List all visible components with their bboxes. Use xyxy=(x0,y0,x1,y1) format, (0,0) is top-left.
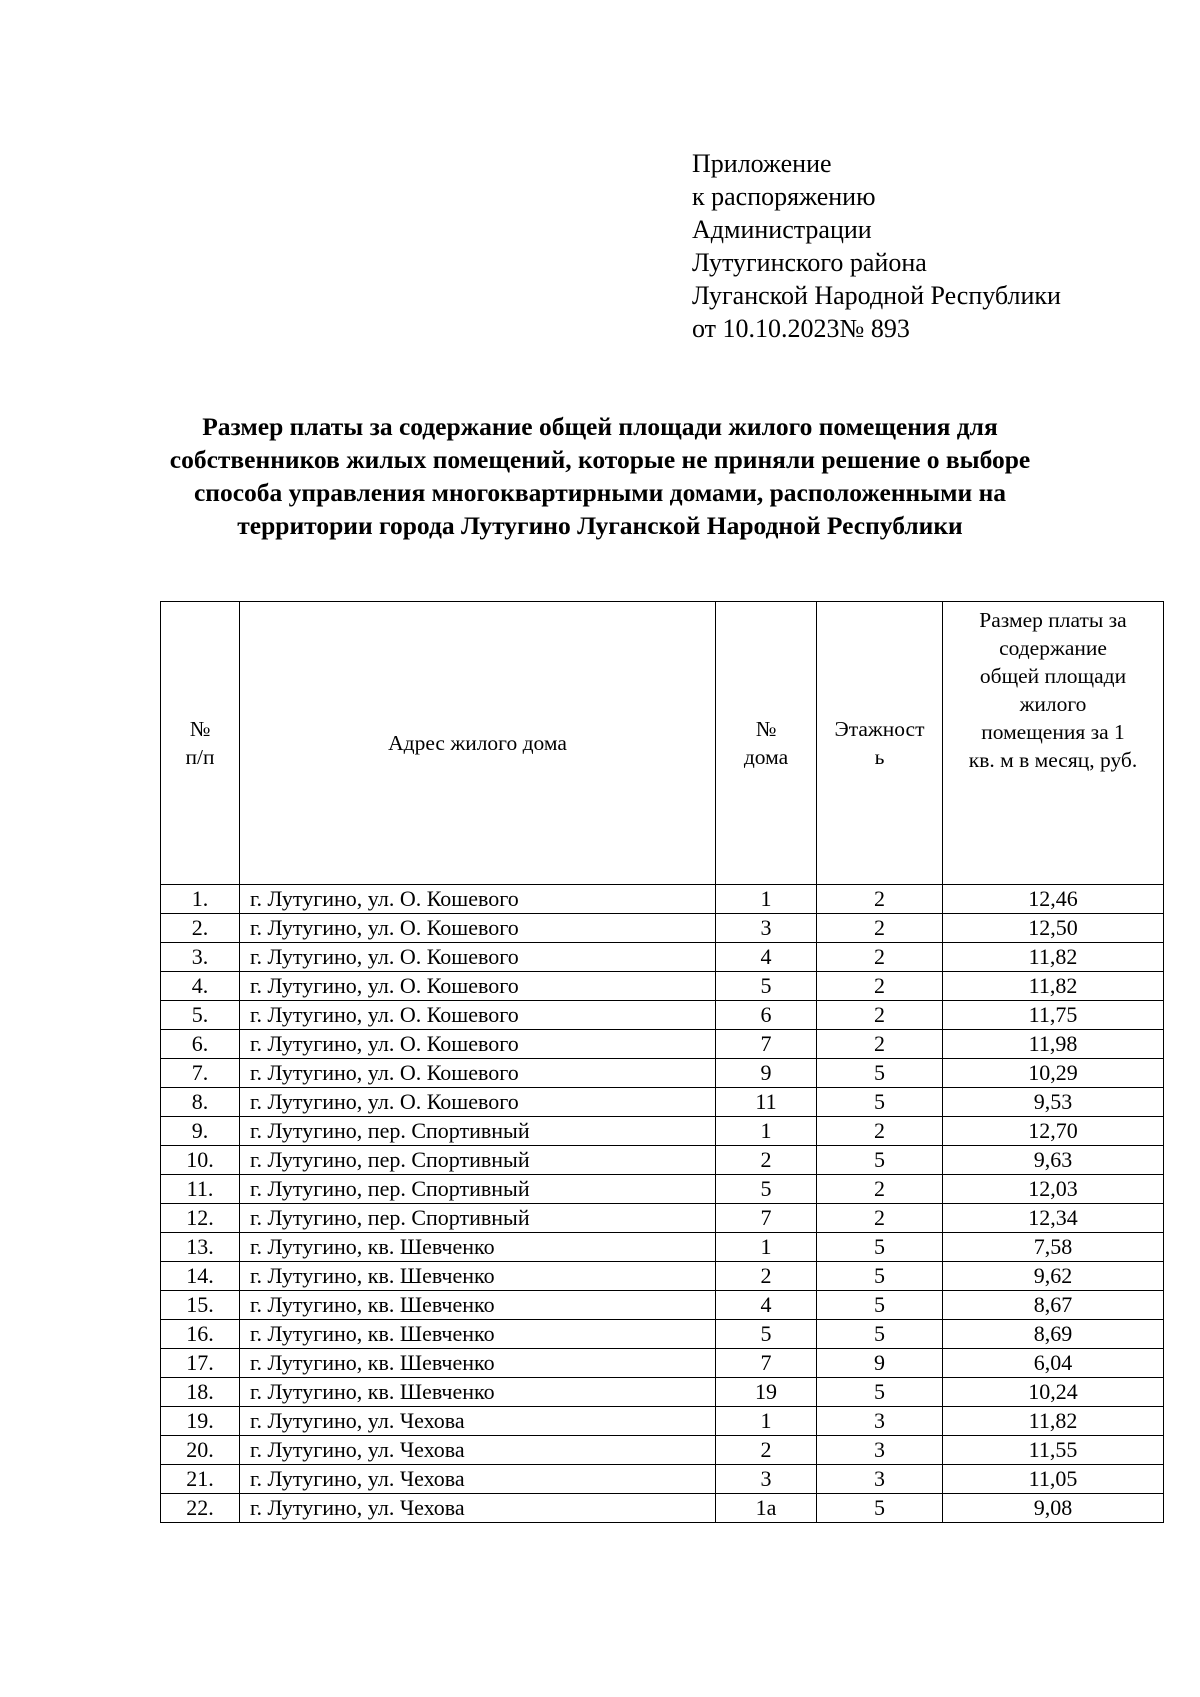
cell-floors: 5 xyxy=(817,1088,943,1117)
cell-address: г. Лутугино, ул. О. Кошевого xyxy=(240,1030,716,1059)
cell-number: 15. xyxy=(161,1291,240,1320)
table-row xyxy=(161,914,1164,943)
cell-floors: 5 xyxy=(817,1320,943,1349)
cell-address: г. Лутугино, ул. Чехова xyxy=(240,1494,716,1523)
header-rate-line: Размер платы за xyxy=(979,608,1127,632)
cell-address: г. Лутугино, ул. О. Кошевого xyxy=(240,1001,716,1030)
title-line: собственников жилых помещений, которые не приняли решение о выборе xyxy=(169,445,1031,474)
header-rate-line: помещения за 1 xyxy=(981,720,1125,744)
table-row xyxy=(161,943,1164,972)
cell-floors: 5 xyxy=(817,1262,943,1291)
header-rate-line: кв. м в месяц, руб. xyxy=(968,748,1138,772)
cell-floors: 5 xyxy=(817,1059,943,1088)
cell-floors: 2 xyxy=(817,1175,943,1204)
cell-house-number: 6 xyxy=(716,1001,817,1030)
cell-number: 5. xyxy=(161,1001,240,1030)
cell-address: г. Лутугино, ул. Чехова xyxy=(240,1436,716,1465)
cell-rate: 11,55 xyxy=(943,1436,1164,1465)
cell-address: г. Лутугино, кв. Шевченко xyxy=(240,1320,716,1349)
cell-address: г. Лутугино, пер. Спортивный xyxy=(240,1204,716,1233)
header-house-line: № xyxy=(755,717,777,741)
cell-rate: 12,70 xyxy=(943,1117,1164,1146)
table-row xyxy=(161,1494,1164,1523)
cell-house-number: 1 xyxy=(716,1407,817,1436)
cell-address: г. Лутугино, кв. Шевченко xyxy=(240,1233,716,1262)
table-row xyxy=(161,1291,1164,1320)
cell-house-number: 7 xyxy=(716,1204,817,1233)
cell-house-number: 5 xyxy=(716,1175,817,1204)
cell-rate: 12,50 xyxy=(943,914,1164,943)
cell-floors: 2 xyxy=(817,943,943,972)
cell-number: 20. xyxy=(161,1436,240,1465)
cell-house-number: 11 xyxy=(716,1088,817,1117)
table-row xyxy=(161,1465,1164,1494)
cell-address: г. Лутугино, ул. О. Кошевого xyxy=(240,914,716,943)
cell-address: г. Лутугино, кв. Шевченко xyxy=(240,1378,716,1407)
header-num-line: п/п xyxy=(185,745,215,769)
cell-rate: 8,69 xyxy=(943,1320,1164,1349)
appendix-line: Приложение xyxy=(692,149,832,178)
table-row xyxy=(161,972,1164,1001)
cell-number: 12. xyxy=(161,1204,240,1233)
cell-house-number: 7 xyxy=(716,1030,817,1059)
cell-address: г. Лутугино, ул. Чехова xyxy=(240,1407,716,1436)
cell-house-number: 1 xyxy=(716,1117,817,1146)
cell-rate: 12,03 xyxy=(943,1175,1164,1204)
cell-address: г. Лутугино, кв. Шевченко xyxy=(240,1291,716,1320)
table-row xyxy=(161,1436,1164,1465)
cell-address: г. Лутугино, ул. О. Кошевого xyxy=(240,1088,716,1117)
table-row xyxy=(161,1175,1164,1204)
appendix-line: от 10.10.2023№ 893 xyxy=(692,314,910,343)
header-num-line: № xyxy=(189,717,211,741)
cell-floors: 5 xyxy=(817,1494,943,1523)
appendix-line: Луганской Народной Республики xyxy=(692,281,1061,310)
title-line: территории города Лутугино Луганской Народной Республики xyxy=(237,511,963,540)
cell-house-number: 1 xyxy=(716,885,817,914)
cell-house-number: 19 xyxy=(716,1378,817,1407)
cell-rate: 6,04 xyxy=(943,1349,1164,1378)
cell-house-number: 4 xyxy=(716,1291,817,1320)
cell-number: 8. xyxy=(161,1088,240,1117)
header-floors-line: Этажност xyxy=(834,717,925,741)
title-line: способа управления многоквартирными домами, расположенными на xyxy=(193,478,1007,507)
table-row xyxy=(161,1407,1164,1436)
cell-floors: 5 xyxy=(817,1378,943,1407)
table-row xyxy=(161,1146,1164,1175)
cell-number: 6. xyxy=(161,1030,240,1059)
cell-rate: 9,63 xyxy=(943,1146,1164,1175)
cell-number: 18. xyxy=(161,1378,240,1407)
cell-floors: 2 xyxy=(817,914,943,943)
cell-rate: 11,05 xyxy=(943,1465,1164,1494)
cell-rate: 11,82 xyxy=(943,943,1164,972)
rates-table xyxy=(160,601,1164,1523)
cell-address: г. Лутугино, кв. Шевченко xyxy=(240,1262,716,1291)
cell-number: 10. xyxy=(161,1146,240,1175)
cell-address: г. Лутугино, ул. О. Кошевого xyxy=(240,972,716,1001)
cell-house-number: 5 xyxy=(716,1320,817,1349)
header-rate-line: содержание xyxy=(999,636,1107,660)
appendix-line: Администрации xyxy=(692,215,872,244)
cell-address: г. Лутугино, пер. Спортивный xyxy=(240,1117,716,1146)
table-row xyxy=(161,1030,1164,1059)
header-rate xyxy=(943,602,1164,885)
cell-rate: 9,53 xyxy=(943,1088,1164,1117)
cell-rate: 8,67 xyxy=(943,1291,1164,1320)
cell-rate: 12,46 xyxy=(943,885,1164,914)
appendix-line: Лутугинского района xyxy=(692,248,927,277)
table-row xyxy=(161,1262,1164,1291)
cell-house-number: 7 xyxy=(716,1349,817,1378)
cell-house-number: 3 xyxy=(716,1465,817,1494)
table-row xyxy=(161,1204,1164,1233)
cell-number: 19. xyxy=(161,1407,240,1436)
cell-address: г. Лутугино, пер. Спортивный xyxy=(240,1175,716,1204)
header-floors-line: ь xyxy=(874,745,885,769)
header-num xyxy=(161,602,240,885)
cell-rate: 10,29 xyxy=(943,1059,1164,1088)
cell-floors: 2 xyxy=(817,1001,943,1030)
cell-address: г. Лутугино, ул. Чехова xyxy=(240,1465,716,1494)
cell-house-number: 4 xyxy=(716,943,817,972)
cell-number: 1. xyxy=(161,885,240,914)
cell-number: 17. xyxy=(161,1349,240,1378)
cell-house-number: 2 xyxy=(716,1436,817,1465)
cell-address: г. Лутугино, ул. О. Кошевого xyxy=(240,943,716,972)
header-rate-line: жилого xyxy=(1019,692,1087,716)
cell-number: 2. xyxy=(161,914,240,943)
cell-floors: 5 xyxy=(817,1233,943,1262)
cell-number: 11. xyxy=(161,1175,240,1204)
cell-number: 9. xyxy=(161,1117,240,1146)
cell-floors: 2 xyxy=(817,1204,943,1233)
header-house xyxy=(716,602,817,885)
cell-house-number: 2 xyxy=(716,1262,817,1291)
cell-floors: 5 xyxy=(817,1291,943,1320)
cell-number: 4. xyxy=(161,972,240,1001)
cell-address: г. Лутугино, кв. Шевченко xyxy=(240,1349,716,1378)
cell-rate: 9,62 xyxy=(943,1262,1164,1291)
cell-number: 7. xyxy=(161,1059,240,1088)
header-address: Адрес жилого дома xyxy=(240,602,716,885)
header-house-line: дома xyxy=(743,745,789,769)
table-row xyxy=(161,1320,1164,1349)
table-body xyxy=(161,885,1164,1523)
cell-floors: 3 xyxy=(817,1436,943,1465)
cell-house-number: 5 xyxy=(716,972,817,1001)
cell-rate: 11,98 xyxy=(943,1030,1164,1059)
header-floors xyxy=(817,602,943,885)
cell-number: 21. xyxy=(161,1465,240,1494)
table-header-row xyxy=(161,602,1164,885)
table-row xyxy=(161,1117,1164,1146)
cell-address: г. Лутугино, ул. О. Кошевого xyxy=(240,885,716,914)
table-row xyxy=(161,1378,1164,1407)
appendix-line: к распоряжению xyxy=(692,182,876,211)
cell-number: 3. xyxy=(161,943,240,972)
cell-rate: 7,58 xyxy=(943,1233,1164,1262)
cell-floors: 2 xyxy=(817,1117,943,1146)
cell-rate: 12,34 xyxy=(943,1204,1164,1233)
cell-floors: 2 xyxy=(817,1030,943,1059)
table-row xyxy=(161,1001,1164,1030)
cell-address: г. Лутугино, ул. О. Кошевого xyxy=(240,1059,716,1088)
cell-floors: 5 xyxy=(817,1146,943,1175)
cell-house-number: 9 xyxy=(716,1059,817,1088)
cell-rate: 11,82 xyxy=(943,972,1164,1001)
table-row xyxy=(161,1349,1164,1378)
appendix-block xyxy=(692,147,1061,345)
cell-floors: 9 xyxy=(817,1349,943,1378)
cell-rate: 11,82 xyxy=(943,1407,1164,1436)
cell-number: 22. xyxy=(161,1494,240,1523)
cell-floors: 2 xyxy=(817,972,943,1001)
cell-floors: 3 xyxy=(817,1407,943,1436)
cell-house-number: 3 xyxy=(716,914,817,943)
cell-number: 16. xyxy=(161,1320,240,1349)
cell-rate: 9,08 xyxy=(943,1494,1164,1523)
cell-floors: 3 xyxy=(817,1465,943,1494)
title-line: Размер платы за содержание общей площади жилого помещения для xyxy=(202,412,998,441)
cell-number: 13. xyxy=(161,1233,240,1262)
cell-address: г. Лутугино, пер. Спортивный xyxy=(240,1146,716,1175)
cell-house-number: 1 xyxy=(716,1233,817,1262)
cell-floors: 2 xyxy=(817,885,943,914)
cell-rate: 11,75 xyxy=(943,1001,1164,1030)
table-row xyxy=(161,1233,1164,1262)
cell-house-number: 2 xyxy=(716,1146,817,1175)
cell-house-number: 1а xyxy=(716,1494,817,1523)
cell-number: 14. xyxy=(161,1262,240,1291)
header-rate-line: общей площади xyxy=(979,664,1127,688)
table-row xyxy=(161,885,1164,914)
cell-rate: 10,24 xyxy=(943,1378,1164,1407)
document-title xyxy=(140,410,1060,542)
table-row xyxy=(161,1088,1164,1117)
table-row xyxy=(161,1059,1164,1088)
